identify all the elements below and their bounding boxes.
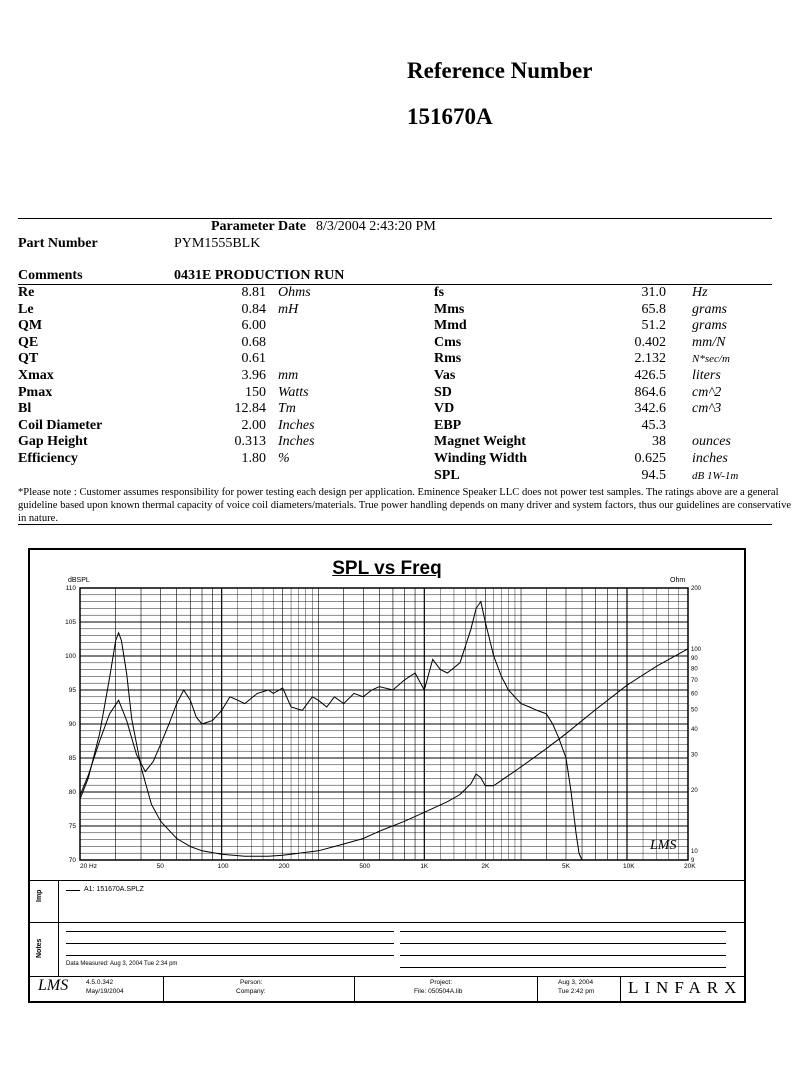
footer-sep: [537, 976, 538, 1001]
notes-label: Notes: [36, 938, 43, 958]
param-unit: %: [278, 451, 290, 466]
param-name: Efficiency: [18, 451, 78, 466]
x-tick-label: 2K: [481, 863, 490, 870]
y2-tick-label: 50: [691, 707, 698, 714]
param-name: QE: [18, 334, 39, 350]
y-tick-label: 100: [65, 653, 76, 660]
person-label: Person:: [240, 979, 263, 986]
param-value: 38: [652, 434, 666, 450]
param-unit: Hz: [692, 285, 708, 300]
param-name: QM: [18, 318, 43, 334]
note-divider: [18, 524, 772, 525]
param-unit: N*sec/m: [692, 353, 730, 366]
footer-sep: [163, 976, 164, 1001]
param-value: 31.0: [641, 285, 666, 300]
param-value: 0.68: [241, 334, 266, 350]
param-unit: mm: [278, 368, 299, 383]
param-unit: Inches: [278, 434, 315, 450]
software-date: May/19/2004: [86, 988, 124, 995]
software-version: 4.5.0.342: [86, 979, 114, 986]
param-unit: grams: [692, 301, 728, 317]
file-label: File: 050504A.lib: [414, 988, 463, 995]
param-value: 6.00: [241, 318, 266, 334]
y-tick-label: 75: [68, 823, 76, 830]
param-value: 0.625: [634, 451, 666, 466]
note-line: [66, 955, 394, 956]
param-unit: ounces: [692, 434, 731, 450]
imp-panel-sep: [58, 880, 59, 922]
comments-value: 0431E PRODUCTION RUN: [174, 268, 345, 283]
param-unit: mH: [278, 301, 299, 317]
param-name: VD: [434, 401, 455, 417]
notes-panel-divider: [30, 922, 744, 923]
footer-date: Aug 3, 2004: [558, 979, 594, 986]
y2-tick-label: 10: [691, 848, 698, 855]
x-tick-label: 1K: [420, 863, 429, 870]
legend-text: A1: 151670A.SPLZ: [84, 886, 144, 893]
param-name: Le: [18, 301, 34, 317]
param-value: 0.313: [234, 434, 266, 450]
param-unit: cm^2: [692, 384, 722, 400]
param-name: SPL: [434, 467, 460, 483]
param-unit: dB 1W-1m: [692, 469, 739, 482]
right-axis-unit: Ohm: [670, 577, 686, 584]
y2-tick-label: 30: [691, 752, 698, 759]
param-name: EBP: [434, 417, 462, 433]
param-value: 94.5: [641, 467, 666, 483]
y2-tick-label: 70: [691, 678, 698, 685]
notes-panel-sep: [58, 922, 59, 976]
param-value: 12.84: [234, 401, 266, 417]
note-line: [400, 943, 726, 944]
y2-tick-label: 60: [691, 691, 698, 698]
spl-vs-freq-chart: [30, 550, 744, 1001]
param-value: 45.3: [641, 417, 666, 433]
parameter-date-label: Parameter Date: [211, 219, 306, 234]
linearx-brand: LINFARX: [628, 978, 743, 997]
y2-tick-label: 100: [691, 646, 702, 653]
y-tick-label: 80: [68, 789, 76, 796]
param-name: Pmax: [18, 384, 53, 400]
param-value: 65.8: [641, 301, 666, 317]
param-value: 51.2: [641, 318, 666, 334]
y-tick-label: 70: [68, 857, 76, 864]
param-name: SD: [434, 384, 452, 400]
lms-logo: LMS: [38, 977, 69, 994]
param-unit: liters: [692, 368, 721, 383]
y-tick-label: 110: [65, 585, 76, 592]
chart-logo: LMS: [650, 838, 677, 853]
param-name: Gap Height: [18, 434, 88, 450]
note-line: [66, 931, 394, 932]
data-measured: Data Measured: Aug 3, 2004 Tue 2:34 pm: [66, 961, 178, 967]
y2-tick-label: 20: [691, 787, 698, 794]
param-name: Mmd: [434, 318, 467, 334]
param-value: 426.5: [634, 368, 666, 383]
param-name: QT: [18, 351, 39, 367]
note-line: [400, 955, 726, 956]
comments-label: Comments: [18, 268, 83, 283]
parameter-date-value: 8/3/2004 2:43:20 PM: [316, 219, 436, 234]
param-name: Winding Width: [434, 451, 528, 466]
param-unit: Tm: [278, 401, 296, 417]
reference-number: 151670A: [407, 104, 493, 129]
param-unit: Watts: [278, 384, 309, 400]
legend-line: [66, 890, 80, 891]
param-value: 0.84: [241, 301, 266, 317]
footer-sep: [620, 976, 621, 1001]
x-tick-label: 100: [217, 863, 229, 870]
y-tick-label: 95: [68, 687, 76, 694]
param-value: 150: [245, 384, 266, 400]
chart-frame: [28, 548, 746, 1003]
param-unit: cm^3: [692, 401, 722, 417]
reference-title: Reference Number: [407, 58, 593, 83]
y-tick-label: 90: [68, 721, 76, 728]
param-name: Coil Diameter: [18, 417, 103, 433]
param-unit: mm/N: [692, 334, 726, 350]
x-tick-label: 5K: [561, 863, 570, 870]
y2-tick-label: 9: [691, 858, 695, 864]
param-value: 8.81: [241, 285, 266, 300]
param-value: 2.132: [634, 351, 666, 367]
imp-panel-divider: [30, 880, 744, 881]
part-number-value: PYM1555BLK: [174, 236, 261, 251]
imp-label: Imp: [36, 889, 43, 902]
company-label: Company:: [236, 988, 266, 995]
param-value: 3.96: [241, 368, 266, 383]
x-tick-label: 20 Hz: [80, 863, 97, 870]
param-name: Rms: [434, 351, 462, 367]
param-name: Xmax: [18, 368, 54, 383]
x-tick-label: 10K: [622, 863, 635, 870]
param-name: Cms: [434, 334, 462, 350]
param-name: fs: [434, 285, 445, 300]
param-name: Re: [18, 285, 35, 300]
disclaimer-note: *Please note : Customer assumes responsibility for power testing each design per application. Eminence Speaker LLC does not power test samples. The ratings above are a general guideline based upon known thermal capacity of voice coil diameters/materials. True power handling depends on many driver and system factors, thus our guidelines are conservative in nature.: [18, 487, 792, 524]
param-value: 1.80: [241, 451, 266, 466]
y2-tick-label: 80: [691, 666, 698, 673]
project-label: Project:: [430, 979, 453, 986]
param-name: Vas: [434, 368, 456, 383]
left-axis-unit: dBSPL: [68, 577, 90, 584]
y2-tick-label: 200: [691, 586, 702, 592]
y-tick-label: 105: [65, 619, 76, 626]
param-name: Magnet Weight: [434, 434, 526, 450]
chart-title: SPL vs Freq: [332, 558, 442, 579]
param-value: 864.6: [634, 384, 666, 400]
x-tick-label: 20K: [684, 863, 696, 870]
footer-sep: [354, 976, 355, 1001]
footer-divider: [30, 976, 744, 977]
param-unit: grams: [692, 318, 728, 334]
param-value: 342.6: [634, 401, 666, 417]
x-tick-label: 500: [359, 863, 371, 870]
y2-tick-label: 40: [691, 727, 698, 734]
param-name: Bl: [18, 401, 32, 417]
x-tick-label: 50: [156, 863, 164, 870]
part-number-label: Part Number: [18, 236, 98, 251]
y-tick-label: 85: [68, 755, 76, 762]
param-unit: inches: [692, 451, 728, 466]
note-line: [400, 931, 726, 932]
param-value: 0.61: [241, 351, 266, 367]
param-unit: Ohms: [278, 285, 311, 300]
footer-time: Tue 2:42 pm: [558, 988, 595, 995]
param-value: 2.00: [241, 417, 266, 433]
y2-tick-label: 90: [691, 656, 698, 663]
param-value: 0.402: [634, 334, 666, 350]
param-unit: Inches: [278, 417, 315, 433]
note-line: [400, 967, 726, 968]
note-line: [66, 943, 394, 944]
param-name: Mms: [434, 301, 465, 317]
x-tick-label: 200: [278, 863, 290, 870]
